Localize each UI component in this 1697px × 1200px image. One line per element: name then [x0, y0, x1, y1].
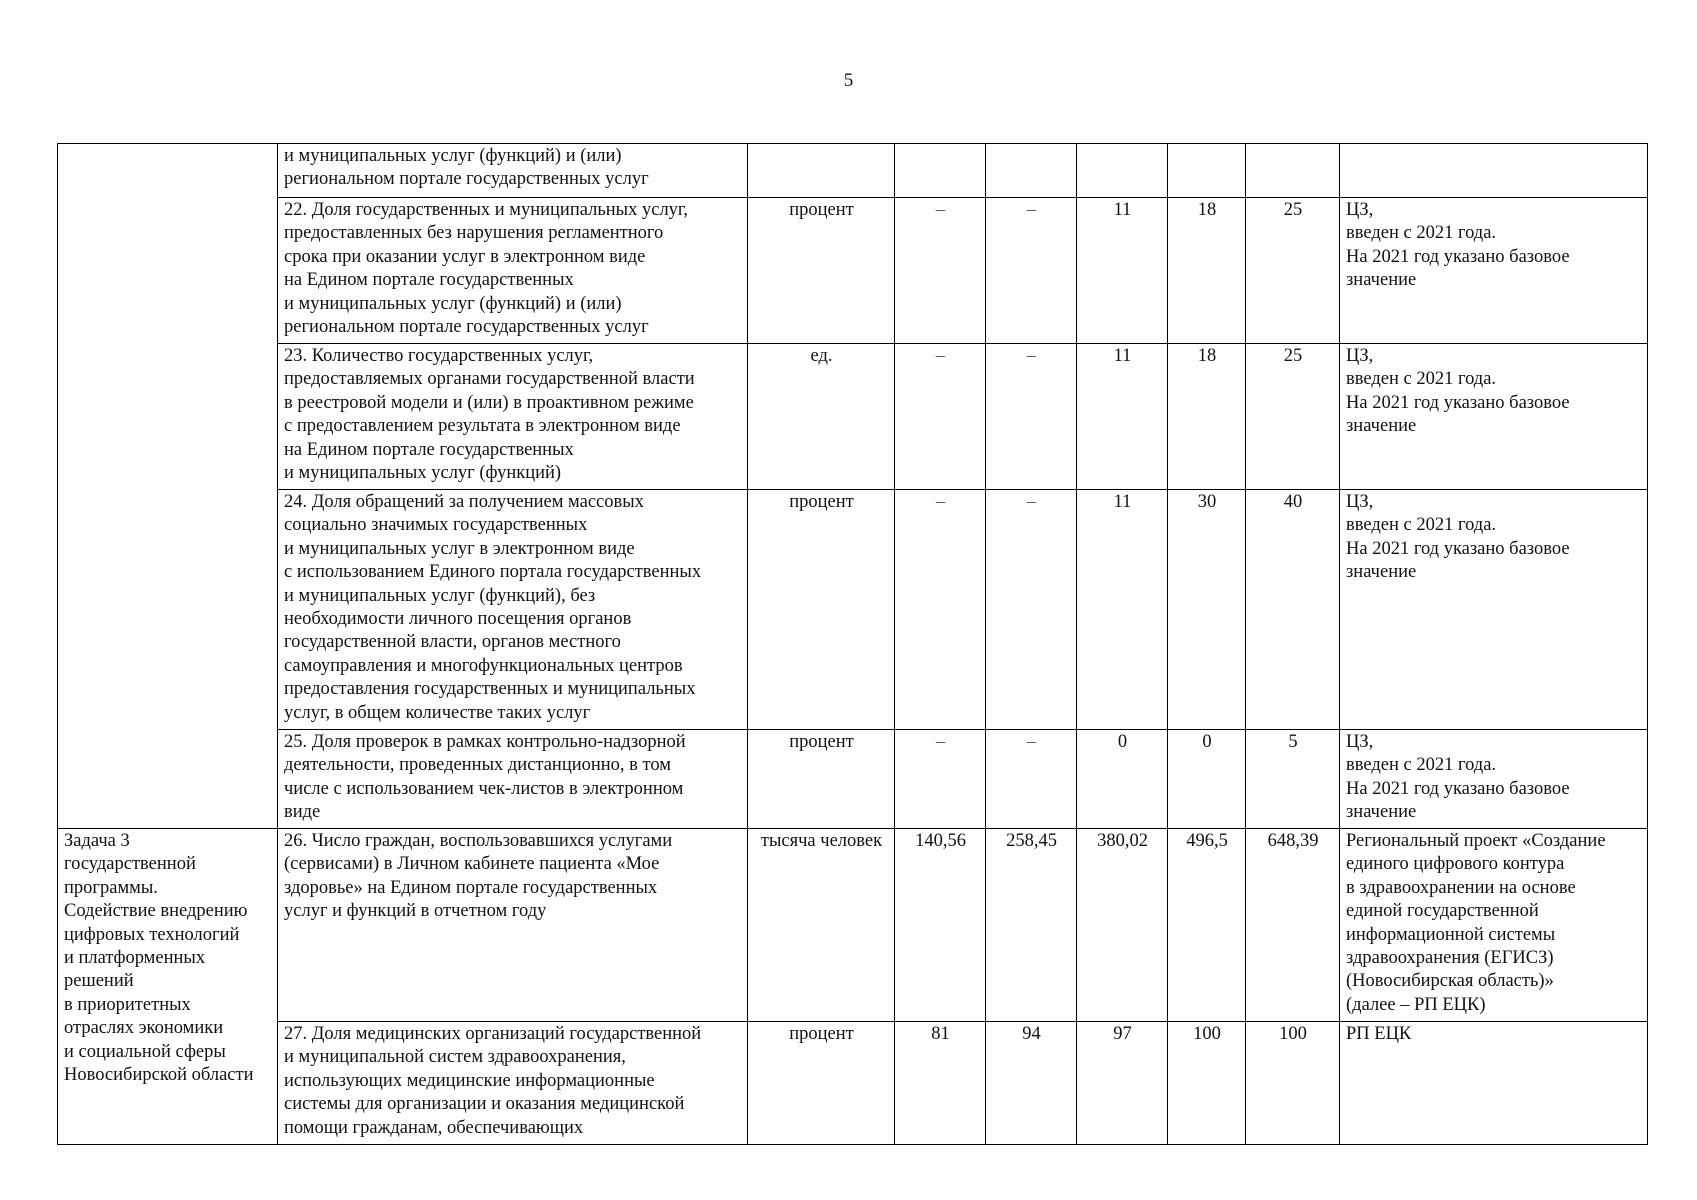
value-cell: 11 — [1077, 198, 1168, 344]
value-cell: – — [986, 344, 1077, 490]
indicator-cell: 27. Доля медицинских организаций государственной и муниципальной систем здравоохранения, использующих медицинские информационные системы для организации и оказания медицинской помощи гражданам, обеспечивающих — [278, 1022, 748, 1145]
unit-cell: процент — [748, 730, 895, 829]
table-row — [58, 490, 1648, 730]
value-cell: 100 — [1246, 1022, 1340, 1145]
unit-cell: процент — [748, 1022, 895, 1145]
value-cell: 100 — [1168, 1022, 1246, 1145]
value-cell — [1246, 144, 1340, 198]
value-cell: – — [986, 198, 1077, 344]
indicator-cell: 26. Число граждан, воспользовавшихся услугами (сервисами) в Личном кабинете пациента «Мое здоровье» на Едином портале государственных услуг и функций в отчетном году — [278, 829, 748, 1022]
task-cell-empty — [58, 144, 278, 829]
value-cell: 97 — [1077, 1022, 1168, 1145]
task-cell: Задача 3 государственной программы. Содействие внедрению цифровых технологий и платформенных решений в приоритетных отраслях экономики и социальной сферы Новосибирской области — [58, 829, 278, 1145]
value-cell: 18 — [1168, 198, 1246, 344]
indicator-cell: 25. Доля проверок в рамках контрольно-надзорной деятельности, проведенных дистанционно, в том числе с использованием чек-листов в электронном виде — [278, 730, 748, 829]
table-row — [58, 344, 1648, 490]
note-cell: ЦЗ, введен с 2021 года. На 2021 год указано базовое значение — [1340, 730, 1648, 829]
value-cell — [1168, 144, 1246, 198]
value-cell: 30 — [1168, 490, 1246, 730]
value-cell: 5 — [1246, 730, 1340, 829]
note-cell: РП ЕЦК — [1340, 1022, 1648, 1145]
value-cell: 25 — [1246, 344, 1340, 490]
value-cell — [1077, 144, 1168, 198]
value-cell: 25 — [1246, 198, 1340, 344]
value-cell: 18 — [1168, 344, 1246, 490]
unit-cell: ед. — [748, 344, 895, 490]
value-cell: – — [895, 344, 986, 490]
value-cell: 258,45 — [986, 829, 1077, 1022]
value-cell: – — [986, 730, 1077, 829]
table-row — [58, 198, 1648, 344]
page-number: 5 — [843, 70, 854, 91]
value-cell: 81 — [895, 1022, 986, 1145]
value-cell: 11 — [1077, 344, 1168, 490]
table-row — [58, 730, 1648, 829]
value-cell: – — [895, 198, 986, 344]
unit-cell: тысяча человек — [748, 829, 895, 1022]
note-cell — [1340, 144, 1648, 198]
value-cell: 0 — [1168, 730, 1246, 829]
value-cell: 380,02 — [1077, 829, 1168, 1022]
value-cell: 648,39 — [1246, 829, 1340, 1022]
note-cell: ЦЗ, введен с 2021 года. На 2021 год указано базовое значение — [1340, 344, 1648, 490]
value-cell: 94 — [986, 1022, 1077, 1145]
value-cell: 11 — [1077, 490, 1168, 730]
indicator-cell: 22. Доля государственных и муниципальных услуг, предоставленных без нарушения регламентного срока при оказании услуг в электронном виде на Едином портале государственных и муниципальных услуг (функций) и (или) региональном портале государственных услуг — [278, 198, 748, 344]
unit-cell: процент — [748, 490, 895, 730]
value-cell: 0 — [1077, 730, 1168, 829]
unit-cell — [748, 144, 895, 198]
value-cell — [895, 144, 986, 198]
table-row — [58, 144, 1648, 198]
note-cell: ЦЗ, введен с 2021 года. На 2021 год указано базовое значение — [1340, 490, 1648, 730]
value-cell: 140,56 — [895, 829, 986, 1022]
indicator-cell: и муниципальных услуг (функций) и (или) региональном портале государственных услуг — [278, 144, 748, 198]
table-row — [58, 829, 1648, 1022]
note-cell: ЦЗ, введен с 2021 года. На 2021 год указано базовое значение — [1340, 198, 1648, 344]
unit-cell: процент — [748, 198, 895, 344]
value-cell: – — [986, 490, 1077, 730]
indicator-cell: 23. Количество государственных услуг, предоставляемых органами государственной власти в реестровой модели и (или) в проактивном режиме с предоставлением результата в электронном виде на Едином портале государственных и муниципальных услуг (функций) — [278, 344, 748, 490]
value-cell: – — [895, 730, 986, 829]
indicator-cell: 24. Доля обращений за получением массовых социально значимых государственных и муниципальных услуг в электронном виде с использованием Единого портала государственных и муниципальных услуг (функций), без необходимости личного посещения органов государственной власти, органов местного самоуправления и многофункциональных центров предоставления государственных и муниципальных услуг, в общем количестве таких услуг — [278, 490, 748, 730]
value-cell — [986, 144, 1077, 198]
value-cell: 40 — [1246, 490, 1340, 730]
value-cell: 496,5 — [1168, 829, 1246, 1022]
indicators-table — [57, 143, 1648, 1145]
value-cell: – — [895, 490, 986, 730]
note-cell: Региональный проект «Создание единого цифрового контура в здравоохранении на основе единой государственной информационной системы здравоохранения (ЕГИСЗ) (Новосибирская область)» (далее – РП ЕЦК) — [1340, 829, 1648, 1022]
table-row — [58, 1022, 1648, 1145]
